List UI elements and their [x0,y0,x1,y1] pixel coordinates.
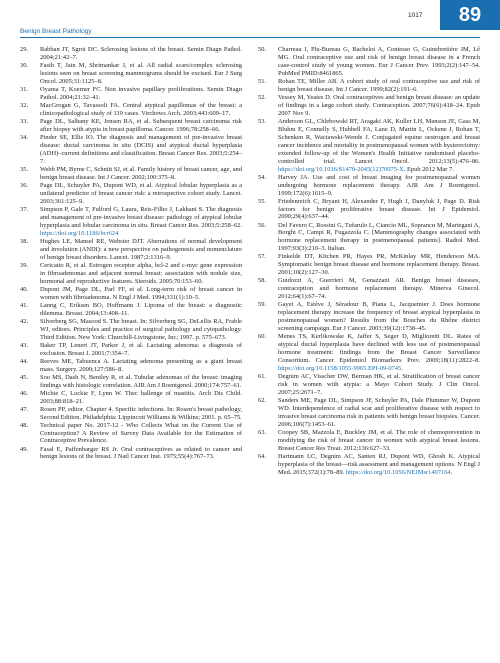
reference-citation: MacGrogan G, Tavassoli FA. Central atypical papillomas of the breast: a clinicopathological study of 119 cases. Virchows Arch. 2003;443:609–17. [40,101,242,117]
reference-number: 49. [20,445,29,453]
reference-item [20,262,242,286]
reference-item [20,446,242,462]
reference-citation: Friedenreich C, Bryant H, Alexander F, Hugh J, Danyluk J, Page D. Risk factors for benign proliferative breast disease. Int J Epidemiol. 2000;29(4):637–44. [278,197,480,221]
reference-citation: Sanders ME, Page DL, Simpson JF, Schuyler PA, Dale Plummer W, Dupont WD. Interdependence of radial scar and proliferative disease with respect to invasive breast carcinoma risk in patients with benign breast biopsies. Cancer. 2006;106(7):1453–61. [278,397,480,428]
reference-item [20,374,242,390]
reference-item [258,78,480,94]
page-number: 1017 [408,12,423,19]
reference-citation: Soo MS, Dash N, Bentley R, et al. Tubular adenomas of the breast: imaging findings with histologic correlation. AJR Am J Roentgenol. 2000;174:757–61. [40,373,242,389]
reference-suffix: . Epub 2012 Mar 7. [403,165,454,173]
header-rule [20,37,480,38]
reference-citation: Harvey JA. Use and cost of breast imaging for postmenopausal women undergoing hormone replacement therapy. AJR Am J Roentgenol. 1999;172(6):1615–9. [278,173,480,197]
reference-text [40,286,242,302]
reference-item [258,198,480,222]
reference-citation: Hughes LE, Mansel RE, Webster DJT. Aberrations of normal development and involution (ANDI): a new perspective on pathogenesis and nomenclature of benign breast disorders. Lancet. 1987;2:1316–9. [40,237,242,261]
reference-citation: Del Favero C, Rossini G, Tufarulo L, Ciancio ML, Sopranси M, Martegani A, Borghi C, Campi R, Fugazzola C. [Mammography changes associated with hormone replacement therapy in postmenopausal patients]. Radiol Med. 1997;93(3):210–3. Italian. [278,221,480,253]
reference-item [258,429,480,453]
doi-link[interactable]: https://doi.org/10.1186/bcr624 [40,229,119,237]
reference-item [20,134,242,166]
reference-item [20,318,242,342]
reference-text [40,46,242,62]
reference-number: 37. [20,205,29,213]
reference-item [20,118,242,134]
reference-item [258,333,480,373]
reference-citation: Lanng C, Eriksen BO, Hoffmann J. Lipoma of the breast: a diagnostic dilemma. Breast. 2004;13:408–11. [40,301,242,317]
reference-item [20,302,242,318]
reference-item [258,118,480,174]
reference-text [40,358,242,374]
reference-text [278,94,480,118]
reference-number: 32. [20,101,29,109]
reference-citation: Michie C, Lockie F, Lynn W. Thec hallenge of mastitis. Arch Dis Child. 2003;88:818–21. [40,389,242,405]
reference-text [40,238,242,262]
reference-item [20,46,242,62]
reference-text [40,118,242,134]
reference-number: 57. [258,253,267,261]
running-header: Benign Breast Pathology [20,28,92,35]
reference-text [278,118,480,174]
reference-citation: Cericatto R, et al. Estrogen receptor alpha, bcl-2 and c-myc gene expression in fibroadenomas and adjacent normal breast: association with nodule size, hormonal and reproductive features. Steroids. 2005;70:153–60. [40,261,242,285]
reference-citation: Finkelde DT, Kitchen PR, Hayes PR, McKinlay MR, Henderson MA. Symptomatic benign breast disease and hormone replacement therapy. Breast. 2001;10(2):127–30. [278,253,480,277]
reference-citation: Charreau I, Plu-Bureau G, Bachelot A, Contesso G, Guinebretière JM, Lê MG. Oral contraceptive use and risk of benign breast disease in a French case-control study of young women. Eur J Cancer Prev. 1993;2(2):147–54. PubMed PMID:8461865. [278,46,480,77]
reference-text [278,397,480,429]
reference-number: 48. [20,421,29,429]
reference-number: 54. [258,173,267,181]
reference-citation: Dupont JM, Page DL, Parl FF, et al. Long-term risk of breast cancer in women with fibroadenoma. N Engl J Med. 1994;331(1):10–5. [40,285,242,301]
reference-number: 45. [20,373,29,381]
reference-number: 60. [258,333,267,341]
reference-text [40,406,242,422]
reference-item [20,206,242,238]
reference-text [40,342,242,358]
reference-text [40,166,242,182]
reference-citation: Rosen PP, editor. Chapter 4. Specific infections. In: Rosen's breast pathology, Second Edition. Philadelphia: Lippincott Williams & Wilkins; 2001. p. 65–75. [40,405,242,421]
reference-text [40,422,242,446]
reference-number: 29. [20,46,29,53]
reference-number: 38. [20,237,29,245]
reference-number: 43. [20,341,29,349]
reference-number: 51. [258,77,267,85]
reference-number: 62. [258,397,267,405]
reference-text [278,78,480,94]
references-left-column [20,46,242,462]
reference-citation: Pinder SE, Ellis IO. The diagnosis and management of pre-invasive breast disease: ductal carcinoma in situ (DCIS) and atypical ductal hyperplasia (ADH)–current definitions and classification. Breast Cancer Res. 2003;5:254–7. [40,133,242,165]
reference-text [40,390,242,406]
reference-number: 59. [258,301,267,309]
reference-item [20,390,242,406]
reference-number: 50. [258,46,267,53]
reference-text [40,262,242,286]
reference-item [258,94,480,118]
reference-number: 58. [258,277,267,285]
reference-text [278,46,480,78]
reference-citation: Fasih T, Jain M, Shrimankar J, et al. All radial scars/complex sclerosing lesions seen on breast screening mammograms should be excised. Eur J Surg Oncol. 2005;31:1125–8. [40,62,242,85]
reference-text [278,198,480,222]
reference-number: 56. [258,221,267,229]
reference-number: 42. [20,317,29,325]
reference-citation: Page DL, Salhany KE, Jensen RA, et al. Subsequent breast carcinoma risk after biopsy with atypia in breast papilloma. Cancer. 1996;78:258–66. [40,117,242,133]
reference-suffix: . [401,365,403,373]
reference-text [40,206,242,238]
reference-text [40,182,242,206]
reference-item [258,277,480,301]
reference-number: 33. [20,117,29,125]
reference-number: 63. [258,428,267,436]
reference-citation: Guidozzi A, Guerrieri M, Genazzani AR. Benign breast diseases, contraception and hormone replacement therapy. Minerva Ginecol. 2012;64(1):67–74. [278,277,480,301]
reference-item [258,373,480,397]
reference-number: 39. [20,261,29,269]
reference-citation: Gayet A, Estève J, Séradour B, Piana L, Jacquemier J. Does hormone replacement therapy increase the frequency of breast atypical hyperplasia in postmenopausal women? Results from the Bouches du Rhône district screening campaign. Eur J Cancer. 2003;39(12):1738–45. [278,301,480,333]
reference-item [258,222,480,254]
reference-number: 31. [20,85,29,93]
reference-citation: Hartmann LC, Degnim AC, Santen RJ, Dupont WD, Ghosh K. Atypical hyperplasia of the breast—risk assessment and management options. N Engl J Med. 2015;372(1):78–89. [278,452,480,476]
reference-item [20,422,242,446]
reference-citation: Coopey SB, Mazzola E, Buckley JM, et al. The role of chemoprevention in modifying the risk of breast cancer in women with atypical breast lesions. Breast Cancer Res Treat. 2012;136:627–33. [278,428,480,452]
reference-citation: Fasal E, Paffenbarger RS Jr. Oral contraceptives as related to cancer and benign lesions of the breast. J Natl Cancer Inst. 1975;55(4):767–73. [40,445,242,461]
reference-item [20,62,242,86]
reference-item [258,397,480,429]
reference-citation: Webb PM, Byrne C, Schnitt SJ, et al. Family history of breast cancer, age, and benign breast disease. Int J Cancer. 2002;100:375–8. [40,165,242,181]
reference-text [278,277,480,301]
doi-link[interactable]: https://doi.org/10.1016/S1470-2045(12)70075-X [278,165,404,173]
reference-item [258,253,480,277]
reference-text [278,333,480,373]
reference-number: 36. [20,181,29,189]
reference-text [40,102,242,118]
reference-item [20,238,242,262]
reference-suffix: . [450,468,453,476]
reference-text [40,62,242,86]
reference-citation: Menes TS, Kerlikowske K, Jaffer S, Seger D, Miglioretti DL. Rates of atypical ductal hyperplasia have declined with less use of postmenopausal hormone treatment: findings from the Breast Cancer Surveillance Consortium. Cancer Epidemiol Biomarkers Prev. 2009;18(11):2822–8. [278,333,480,365]
reference-citation: Degnim AC, Visscher DW, Berman HK, et al. Stratification of breast cancer risk in women with atypia: a Mayo Cohort Study. J Clin Oncol. 2007;25:2671–7. [278,373,480,397]
reference-text [40,446,242,462]
reference-number: 34. [20,133,29,141]
reference-text [40,302,242,318]
doi-link[interactable]: https://doi.org/10.1158/1055-9965.EPI-09-0745 [278,365,402,373]
reference-number: 44. [20,357,29,365]
reference-item [20,182,242,206]
reference-item [20,86,242,102]
reference-text [40,86,242,102]
reference-text [278,373,480,397]
reference-number: 30. [20,62,29,69]
reference-number: 40. [20,285,29,293]
reference-citation: Rohan TE, Miller AB. A cohort study of oral contraceptive use and risk of benign breast disease. Int J Cancer. 1999;82(2):191–6. [278,77,480,93]
reference-text [278,429,480,453]
reference-citation: Page DL, Schuyler PA, Dupont WD, et al. Atypical lobular hyperplasia as a unilateral predictor of breast cancer risk: a retrospective cohort study. Lancet. 2003;361:125–9. [40,181,242,205]
reference-citation: Reeves ME, Tabuenca A. Lactating adenoma presenting as a giant breast mass. Surgery. 2000;127:586–8. [40,357,242,373]
reference-citation: Baker TP, Lenert JT, Parker J, et al. Lactating adenoma: a diagnosis of exclusion. Breast J. 2001;7:354–7. [40,341,242,357]
reference-text [278,453,480,477]
reference-number: 52. [258,93,267,101]
reference-number: 41. [20,301,29,309]
reference-item [258,174,480,198]
reference-text [278,174,480,198]
reference-number: 46. [20,389,29,397]
reference-citation: Oyama T, Koerner FC. Non invasive papillary proliferations. Semin Diagn Pathol. 2004;21:32–41. [40,85,242,101]
reference-item [20,342,242,358]
reference-text [278,301,480,333]
reference-number: 55. [258,197,267,205]
reference-citation: Anderson GL, Chlebowski RT, Aragaki AK, Kuller LH, Manson JE, Gass M, Bluhm E, Connelly S, Hubbell FA, Lane D, Martin L, Ockene J, Rohan T, Schenken R, Wactawski-Wende J. Conjugated equine oestrogen and breast cancer incidence and mortality in postmenopausal women with hysterectomy: extended follow-up of the Women's Health Initiative randomised placebo-controlled trial. Lancet Oncol. 2012;13(5):476–86. [278,117,480,165]
reference-number: 35. [20,165,29,173]
reference-citation: Technical paper No. 2017-12 - Who Collects What on the Current Use of Contraception? A Review of Survey Data Available for the Estimation of Contraceptive Prevalence. [40,421,242,445]
reference-text [278,222,480,254]
chapter-number-badge: 89 [440,0,500,30]
reference-citation: Simpson P, Gale T, Fulford G, Laura, Reis-Filho J, Lakhani S. The diagnosis and management of pre-invasive breast disease: pathology of atypical lobular hyperplasia and lobular carcinoma in situ. Breast Cancer Res. 2003;5:258–62. [40,205,242,229]
reference-number: 64. [258,452,267,460]
references-right-column [258,46,480,477]
reference-item [20,358,242,374]
reference-citation: Rabban JT, Sgroi DC. Sclerosing lesions of the breast. Semin Diagn Pathol. 2004;21:42–7. [40,46,242,61]
reference-text [40,134,242,166]
reference-item [258,453,480,477]
reference-number: 53. [258,117,267,125]
reference-text [40,374,242,390]
reference-citation: Vessey M, Yeates D. Oral contraceptives and benign breast disease: an update of findings in a large cohort study. Contraception. 2007;76(6):418–24. Epub 2007 Nov 9. [278,93,480,117]
reference-text [40,318,242,342]
reference-number: 61. [258,373,267,381]
reference-item [20,286,242,302]
reference-item [20,406,242,422]
reference-item [20,102,242,118]
reference-item [258,46,480,78]
reference-item [20,166,242,182]
reference-citation: Silverberg SG, Masood S. The breast. In: Silverberg SG, DeLellis RA, Frable WJ, editors. Principles and practice of surgical pathology and cytopathology. Third Edition. New York: Churchill-Livingstone, Inc; 1997. p. 575–673. [40,317,242,341]
reference-text [278,253,480,277]
doi-link[interactable]: https://doi.org/10.1056/NEJMsr1407164 [345,468,451,476]
reference-item [258,301,480,333]
reference-number: 47. [20,405,29,413]
